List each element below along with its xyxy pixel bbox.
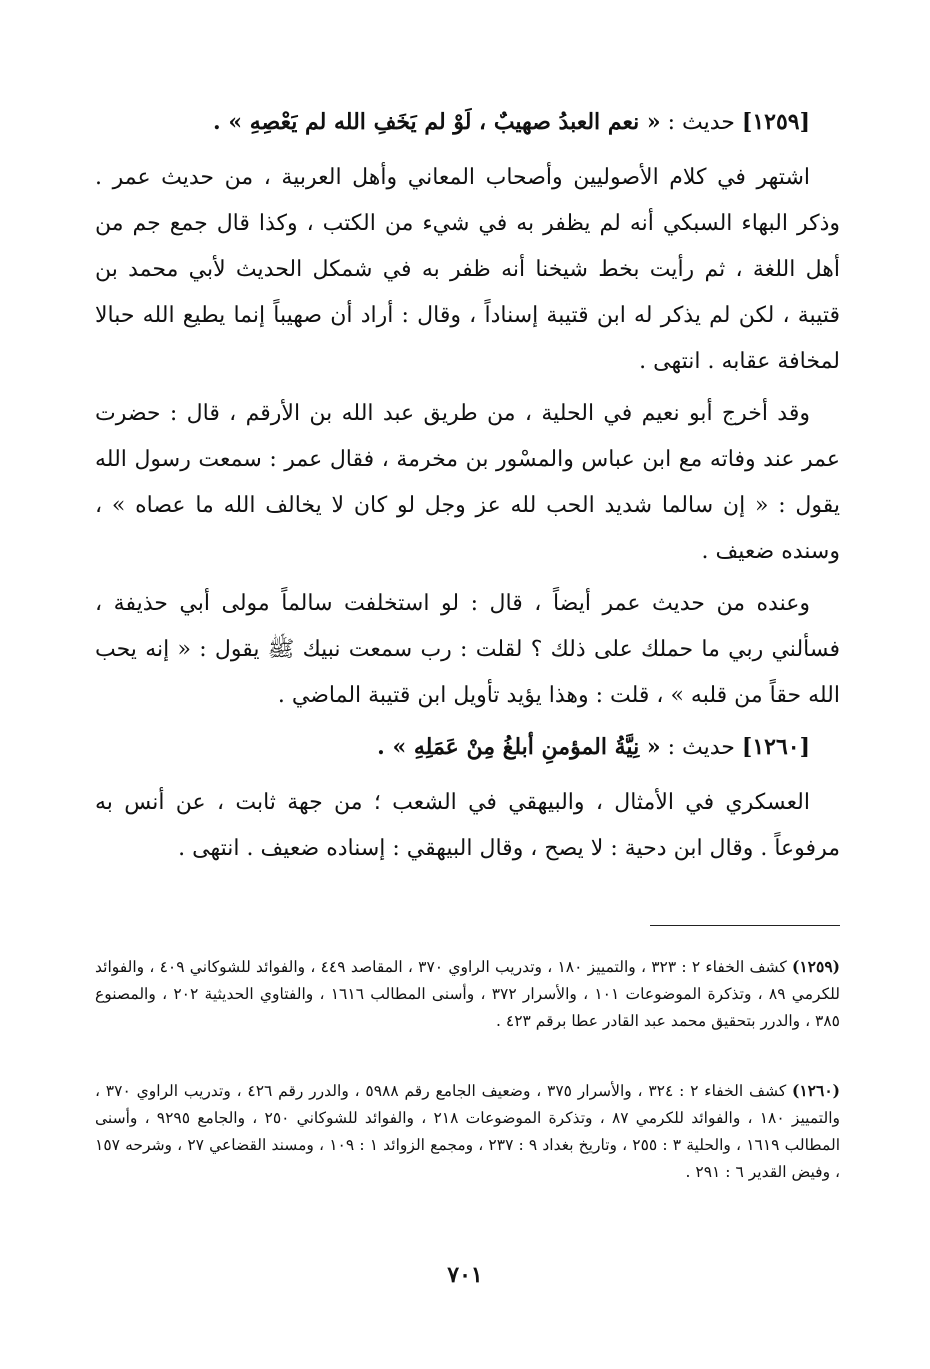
hadith-heading-1260 xyxy=(95,725,840,770)
footnote-text: كشف الخفاء ٢ : ٣٢٤ ، والأسرار ٣٧٥ ، وضعيف الجامع رقم ٥٩٨٨ ، والدرر رقم ٤٢٦ ، وتدريب الراوي ٣٧٠ ، والتمييز ١٨٠ ، والفوائد للكرمي ٨٧ ، وتذكرة الموضوعات ٢١٨ ، والفوائد للشوكاني ٢٥٠ ، والجامع ٩٢٩٥ ، وأسنى المطالب ١٦١٩ ، والحلية ٣ : ٢٥٥ ، وتاريخ بغداد ٩ : ٢٣٧ ، ومجمع الزوائد ١ : ١٠٩ ، ومسند القضاعي ٢٧ ، وشرحه ١٥٧ ، وفيض القدير ٦ : ٢٩١ . xyxy=(95,1082,841,1181)
paragraph: اشتهر في كلام الأصوليين وأصحاب المعاني وأهل العربية ، من حديث عمر . وذكر البهاء السبكي أنه لم يظفر به في شيء من الكتب ، وكذا قال جمع جم من أهل اللغة ، ثم رأيت بخط شيخنا أنه ظفر به في شمكل الحديث لأبي محمد بن قتيبة ، لكن لم يذكر له ابن قتيبة إسناداً ، وقال : أراد أن صهيباً إنما يطيع الله حبالا لمخافة عقابه . انتهى . xyxy=(95,165,840,374)
footnote-text: كشف الخفاء ٢ : ٣٢٣ ، والتمييز ١٨٠ ، وتدريب الراوي ٣٧٠ ، المقاصد ٤٤٩ ، والفوائد للشوكاني ٤٠٩ ، والفوائد للكرمي ٨٩ ، وتذكرة الموضوعات ١٠١ ، والأسرار ٣٧٢ ، وأسنى المطالب ١٦١٦ ، والفتاوي الحديثية ٢٠٢ ، والمصنوع ٣٨٥ ، والدرر بتحقيق محمد عبد القادر عطا برقم ٤٢٣ . xyxy=(95,958,840,1030)
footnote-1259 xyxy=(95,953,840,1035)
hadith-number: [١٢٦٠] xyxy=(741,734,810,760)
hadith-text: « نِيَّةُ المؤمنِ أبلغُ مِنْ عَمَلِهِ » . xyxy=(377,734,661,760)
footnote-number: (١٢٦٠) xyxy=(792,1081,840,1100)
hadith-text: « نعم العبدُ صهيبٌ ، لَوْ لم يَخَفِ الله لم يَعْصِهِ » . xyxy=(213,109,661,135)
footnote-number: (١٢٥٩) xyxy=(792,957,840,976)
hadith-number: [١٢٥٩] xyxy=(741,109,810,135)
main-text xyxy=(95,100,840,878)
paragraph: العسكري في الأمثال ، والبيهقي في الشعب ؛ من جهة ثابت ، عن أنس به مرفوعاً . وقال ابن دحية : لا يصح ، وقال البيهقي : إسناده ضعيف . انتهى . xyxy=(95,790,840,861)
page-number: ٧٠١ xyxy=(447,1262,483,1288)
hadith-label: حديث : xyxy=(667,735,735,760)
footnote-divider xyxy=(650,925,840,926)
paragraph: وعنده من حديث عمر أيضاً ، قال : لو استخلفت سالماً مولى أبي حذيفة ، فسألني ربي ما حملك على ذلك ؟ لقلت : رب سمعت نبيك ﷺ يقول : « إنه يحب الله حقاً من قلبه » ، قلت : وهذا يؤيد تأويل ابن قتيبة الماضي . xyxy=(95,591,840,708)
footnote-1260 xyxy=(95,1077,840,1186)
hadith-heading-1259 xyxy=(95,100,840,145)
paragraph: وقد أخرج أبو نعيم في الحلية ، من طريق عبد الله بن الأرقم ، قال : حضرت عمر عند وفاته مع ابن عباس والمسْور بن مخرمة ، فقال عمر : سمعت رسول الله يقول : « إن سالما شديد الحب لله عز وجل لو كان لا يخالف الله ما عصاه » ، وسنده ضعيف . xyxy=(95,401,840,564)
hadith-label: حديث : xyxy=(667,110,735,135)
